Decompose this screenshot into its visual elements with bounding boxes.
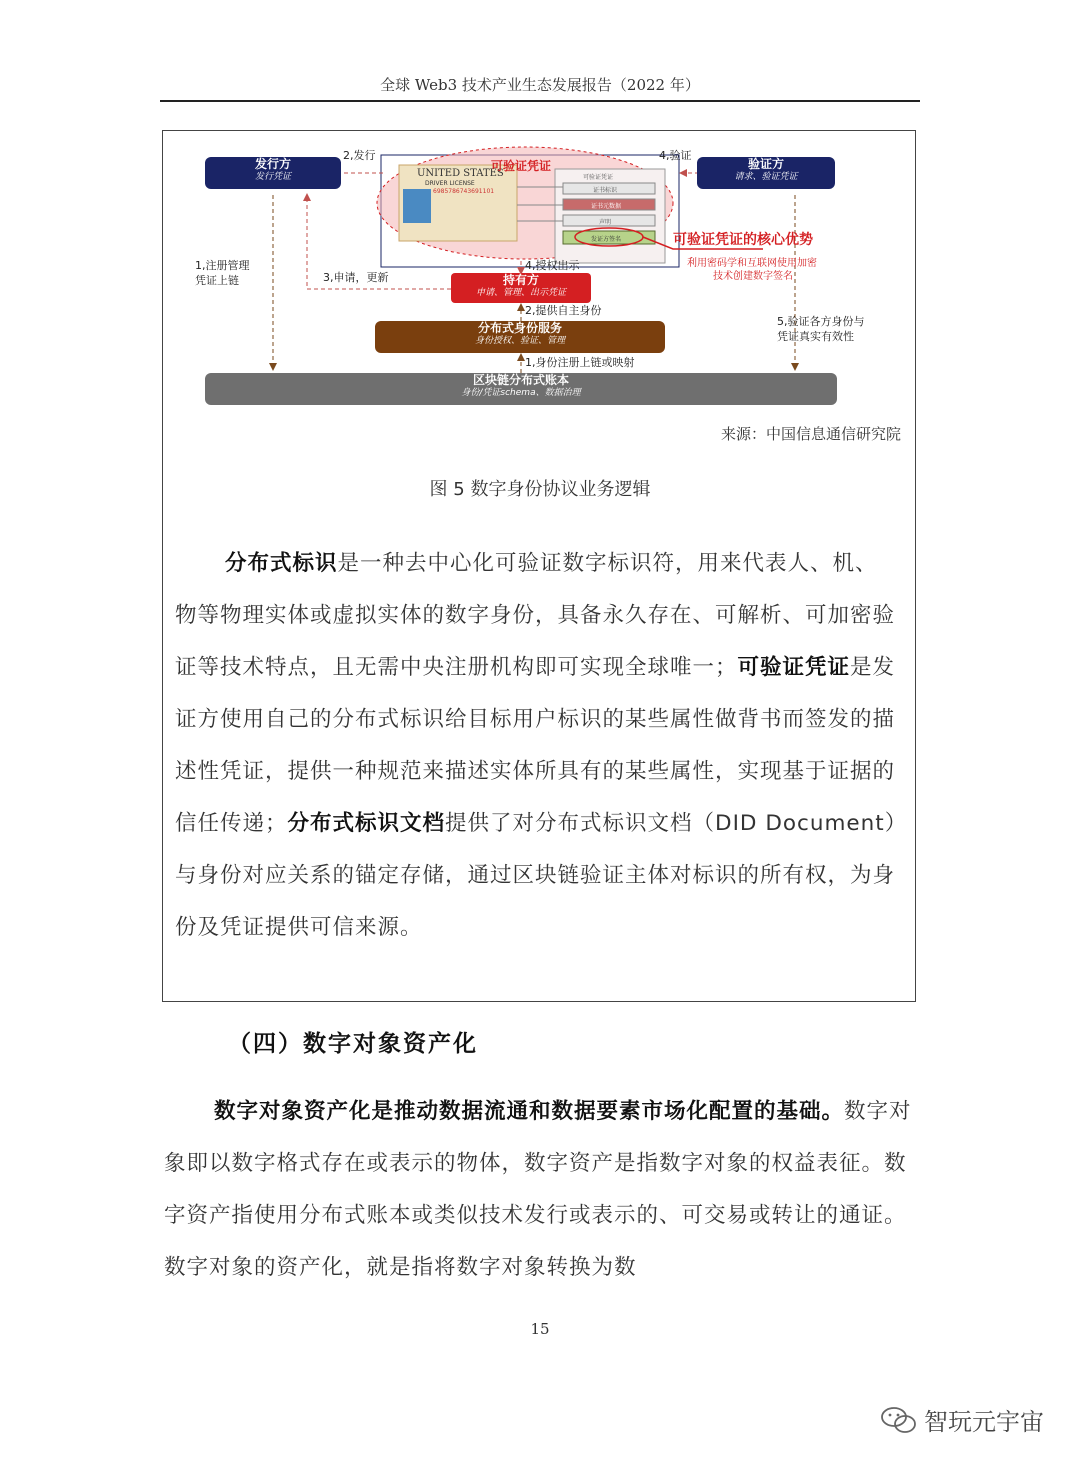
page-number: 15 [530,1320,550,1338]
edge-label-issue: 2,发行 [343,149,376,162]
vc-row-metadata: 证书元数据 [591,203,622,210]
header-rule [160,100,920,102]
para1-text-3: 提供了对分布式标识文档（DID Document）与身份对应关系的锚定存储，通过区块链验证主体对标识的所有权，为身份及凭证提供可信来源。 [175,811,897,940]
vc-label: 可验证凭证 [491,159,552,173]
holder-title: 持有方 [502,273,539,287]
watermark-text: 智玩元宇宙 [924,1408,1044,1436]
term-did: 分布式标识 [225,551,338,576]
vc-row-header: 可验证凭证 [583,174,614,181]
vc-row-claim: 声明 [599,219,612,226]
figure-box [162,130,916,1002]
edge-label-self-identity: 2,提供自主身份 [525,304,602,317]
did-service-subtitle: 身份授权、验证、管理 [474,336,565,346]
edge-label-identity-register: 1,身份注册上链或映射 [525,356,635,369]
para2-text: 数字对象即以数字格式存在或表示的物体，数字资产是指数字对象的权益表征。数字资产指使用分布式账本或类似技术发行或表示的、可交易或转让的通证。数字对象的资产化，就是指将数字对象转换为数 [164,1099,912,1280]
section-heading: （四）数字对象资产化 [228,1030,478,1057]
edge-label-verify-identity: 5,验证各方身份与 [777,315,865,328]
issuer-title: 发行方 [254,157,291,171]
core-advantage-desc-1: 利用密码学和互联网使用加密 [687,258,817,269]
para1-text-1: 是一种去中心化可验证数字标识符，用来代表人、机、物等物理实体或虚拟实体的数字身份，具备永久存在、可解析、可加密验证等技术特点，且无需中央注册机构即可实现全球唯一； [175,551,896,680]
term-did-document: 分布式标识文档 [287,811,446,836]
verifier-box [697,157,835,189]
did-service-title: 分布式身份服务 [477,321,562,335]
business-logic-diagram [195,143,883,413]
card-number: 6985786743691101 [433,188,495,195]
edge-label-verify: 4,验证 [659,149,692,162]
verifier-subtitle: 请求、验证凭证 [734,172,798,182]
verifier-title: 验证方 [747,157,784,171]
para1-text-2: 是发证方使用自己的分布式标识给目标用户标识的某些属性做背书而签发的描述性凭证，提供一种规范来描述实体所具有的某些属性，实现基于证据的信任传递； [175,655,896,836]
core-advantage-desc-2: 技术创建数字签名 [713,271,793,282]
ledger-box [205,373,837,405]
edge-label-verify-identity-2: 凭证真实有效性 [777,330,854,343]
figure-source: 来源：中国信息通信研究院 [720,425,901,443]
running-header: 全球 Web3 技术产业生态发展报告（2022 年） [380,76,700,94]
figure-paragraph [175,538,897,954]
ledger-subtitle: 身份/凭证schema、数据治理 [461,388,581,398]
vc-row-id: 证书标识 [593,187,618,194]
edge-label-apply: 3,申请，更新 [323,271,389,284]
did-service-box [375,321,665,353]
holder-subtitle: 申请、管理、出示凭证 [475,288,566,298]
body-paragraph [164,1086,920,1294]
edge-label-register-2: 凭证上链 [195,274,239,287]
wechat-icon [880,1405,918,1435]
edge-label-present: 4,授权出示 [525,259,580,272]
card-subtitle: DRIVER LICENSE [425,180,475,187]
ledger-title: 区块链分布式账本 [472,373,569,387]
issuer-box [205,157,341,189]
core-advantage-title: 可验证凭证的核心优势 [673,232,813,248]
holder-box [451,273,591,303]
edge-label-register: 1,注册管理 [195,259,250,272]
para2-lead: 数字对象资产化是推动数据流通和数据要素市场化配置的基础。 [214,1099,845,1124]
vc-row-signature: 发证方签名 [591,236,622,243]
term-vc: 可验证凭证 [737,655,851,680]
figure-caption: 图 5 数字身份协议业务逻辑 [429,479,651,500]
wechat-watermark [880,1402,1044,1437]
card-title: UNITED STATES [417,168,504,179]
issuer-subtitle: 发行凭证 [254,172,291,182]
